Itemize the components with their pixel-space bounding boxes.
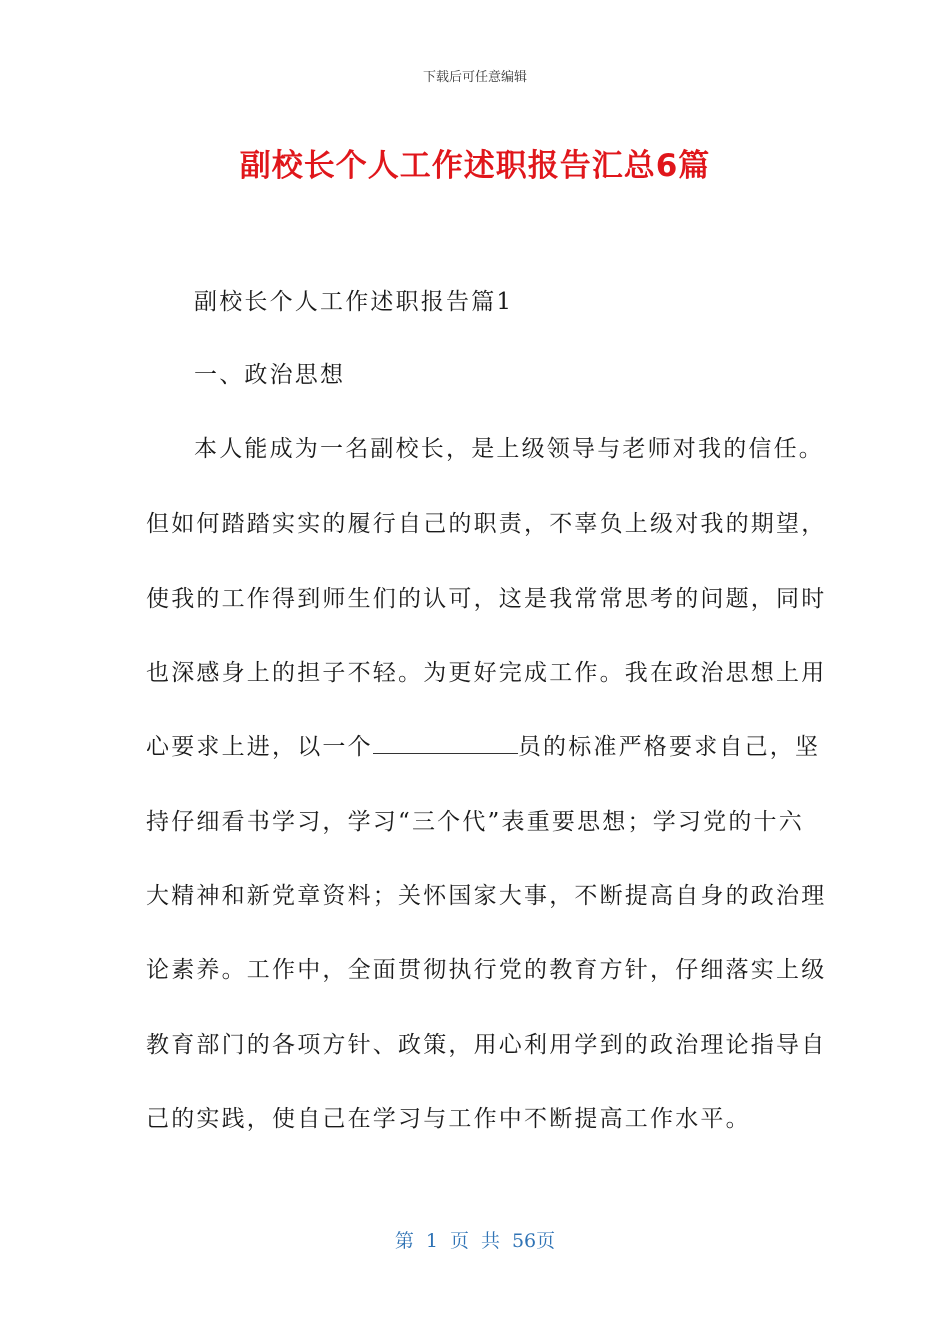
paragraph-fragment: 员的标准严格要求自己，坚 <box>517 734 821 760</box>
paragraph-line-with-blank <box>146 728 820 761</box>
document-title: 副校长个人工作述职报告汇总6篇 <box>239 148 711 184</box>
paragraph-line: 但如何踏踏实实的履行自己的职责，不辜负上级对我的期望， <box>146 511 827 537</box>
paragraph-line: 持仔细看书学习，学习“三个代”表重要思想；学习党的十六 <box>146 809 804 835</box>
paragraph-line: 大精神和新党章资料；关怀国家大事，不断提高自身的政治理 <box>146 883 827 909</box>
paragraph-line: 本人能成为一名副校长，是上级领导与老师对我的信任。 <box>194 436 824 462</box>
paragraph-line: 论素养。工作中，全面贯彻执行党的教育方针，仔细落实上级 <box>146 957 827 983</box>
footer-page-current: 1 <box>425 1230 438 1252</box>
paragraph-line: 也深感身上的担子不轻。为更好完成工作。我在政治思想上用 <box>146 660 827 686</box>
paragraph-line: 使我的工作得到师生们的认可，这是我常常思考的问题，同时 <box>146 586 827 612</box>
paragraph-line: 教育部门的各项方针、政策，用心利用学到的政治理论指导自 <box>146 1032 827 1058</box>
paragraph-line: 己的实践，使自己在学习与工作中不断提高工作水平。 <box>146 1106 751 1132</box>
footer-di: 第 <box>394 1230 414 1252</box>
footer-page-total: 56页 <box>511 1230 556 1252</box>
subheading: 一、政治思想 <box>194 362 346 388</box>
footer-gong: 共 <box>480 1230 500 1252</box>
fill-in-blank <box>373 735 518 754</box>
footer-ye: 页 <box>449 1230 469 1252</box>
section-heading: 副校长个人工作述职报告篇1 <box>194 289 514 315</box>
paragraph-fragment: 心要求上进，以一个 <box>146 734 373 760</box>
page-footer <box>0 1226 950 1253</box>
header-note: 下载后可任意编辑 <box>422 70 527 85</box>
